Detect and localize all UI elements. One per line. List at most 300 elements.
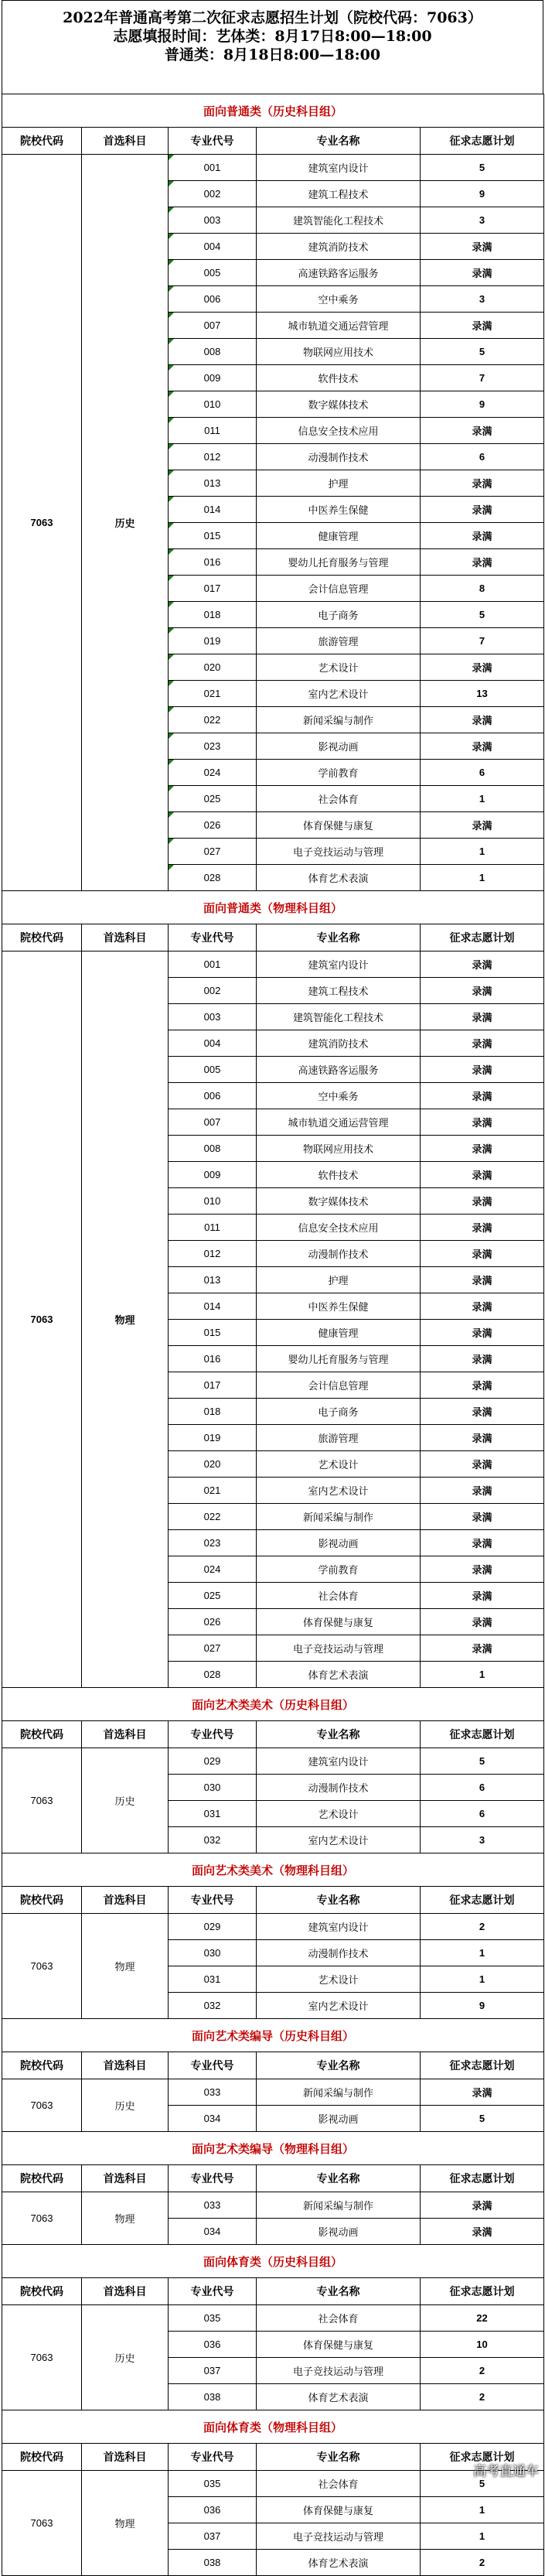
major-code-cell xyxy=(169,2192,257,2219)
major-code-cell xyxy=(169,1136,257,1162)
plan-count-cell: 录满 xyxy=(421,470,544,497)
plan-count-cell: 录满 xyxy=(421,1504,544,1530)
major-code-text: 029 xyxy=(203,1755,221,1767)
plan-count-cell: 录满 xyxy=(421,1372,544,1399)
plan-count-cell: 1 xyxy=(421,839,544,865)
plan-count-cell: 5 xyxy=(421,339,544,365)
major-code-text: 035 xyxy=(203,2312,221,2324)
major-code-cell xyxy=(169,654,257,681)
major-name-cell: 艺术设计 xyxy=(257,1966,421,1993)
plan-count-cell: 录满 xyxy=(421,523,544,549)
major-name-cell: 体育艺术表演 xyxy=(257,865,421,891)
subject-cell: 历史 xyxy=(82,155,169,891)
major-code-text: 028 xyxy=(203,1669,221,1680)
major-code-cell xyxy=(169,523,257,549)
column-header-school: 院校代码 xyxy=(2,2052,82,2079)
major-code-text: 003 xyxy=(203,1011,221,1023)
column-header-major-code: 专业代号 xyxy=(169,924,257,951)
major-name-cell: 电子商务 xyxy=(257,1399,421,1425)
column-header-school: 院校代码 xyxy=(2,924,82,951)
major-code-cell xyxy=(169,1030,257,1057)
cell-comment-marker-icon xyxy=(169,576,174,581)
subject-cell: 历史 xyxy=(82,2305,169,2410)
major-name-cell: 影视动画 xyxy=(257,733,421,760)
major-name-cell: 电子商务 xyxy=(257,602,421,628)
major-code-text: 036 xyxy=(203,2339,221,2350)
column-header-subject: 首选科目 xyxy=(82,2278,169,2305)
plan-count-cell: 录满 xyxy=(421,812,544,839)
cell-comment-marker-icon xyxy=(169,654,174,660)
plan-count-cell: 1 xyxy=(421,1966,544,1993)
plan-count-cell: 9 xyxy=(421,181,544,207)
major-name-cell: 体育保健与康复 xyxy=(257,812,421,839)
major-name-cell: 社会体育 xyxy=(257,2471,421,2497)
major-code-text: 009 xyxy=(203,1169,221,1180)
plan-count-cell: 录满 xyxy=(421,1451,544,1478)
major-name-cell: 城市轨道交通运营管理 xyxy=(257,1109,421,1136)
cell-comment-marker-icon xyxy=(169,733,174,739)
major-code-cell xyxy=(169,576,257,602)
major-code-cell xyxy=(169,1635,257,1662)
major-name-cell: 健康管理 xyxy=(257,523,421,549)
school-code-cell: 7063 xyxy=(2,2192,82,2245)
major-code-cell xyxy=(169,339,257,365)
major-code-cell xyxy=(169,1320,257,1346)
plan-count-cell: 录满 xyxy=(421,1478,544,1504)
plan-count-cell: 录满 xyxy=(421,1004,544,1030)
column-header-plan: 征求志愿计划 xyxy=(421,2444,544,2471)
plan-count-cell: 录满 xyxy=(421,1215,544,1241)
major-code-text: 007 xyxy=(203,1116,221,1128)
major-code-text: 023 xyxy=(203,1537,221,1549)
cell-comment-marker-icon xyxy=(169,602,174,607)
plan-count-cell: 7 xyxy=(421,365,544,391)
cell-comment-marker-icon xyxy=(169,681,174,686)
major-code-text: 015 xyxy=(203,530,221,542)
major-code-cell xyxy=(169,155,257,181)
major-code-cell xyxy=(169,1215,257,1241)
column-header-school: 院校代码 xyxy=(2,128,82,155)
school-code-cell: 7063 xyxy=(2,2305,82,2410)
major-code-text: 036 xyxy=(203,2504,221,2516)
major-code-text: 013 xyxy=(203,1274,221,1286)
major-code-cell xyxy=(169,602,257,628)
major-code-text: 038 xyxy=(203,2391,221,2403)
major-code-cell xyxy=(169,234,257,260)
plan-count-cell: 7 xyxy=(421,628,544,654)
plan-count-cell: 5 xyxy=(421,1748,544,1775)
major-code-cell xyxy=(169,1775,257,1801)
major-code-text: 011 xyxy=(204,425,220,436)
major-name-cell: 电子竞技运动与管理 xyxy=(257,2358,421,2384)
major-code-text: 031 xyxy=(203,1808,221,1819)
major-name-cell: 建筑工程技术 xyxy=(257,978,421,1004)
major-code-cell xyxy=(169,2079,257,2106)
column-header-school: 院校代码 xyxy=(2,2165,82,2192)
cell-comment-marker-icon xyxy=(169,391,174,397)
major-code-cell xyxy=(169,1241,257,1267)
major-code-cell xyxy=(169,1940,257,1966)
major-name-cell: 体育艺术表演 xyxy=(257,2550,421,2576)
plan-count-cell: 录满 xyxy=(421,1030,544,1057)
plan-count-cell: 录满 xyxy=(421,1136,544,1162)
major-name-cell: 中医养生保健 xyxy=(257,1293,421,1320)
cell-comment-marker-icon xyxy=(169,234,174,239)
major-code-cell xyxy=(169,1662,257,1688)
major-code-text: 027 xyxy=(203,1642,221,1654)
major-code-cell xyxy=(169,286,257,313)
column-header-subject: 首选科目 xyxy=(82,1721,169,1748)
plan-count-cell: 录满 xyxy=(421,951,544,978)
major-code-cell xyxy=(169,1057,257,1083)
major-code-text: 008 xyxy=(203,346,221,357)
plan-count-cell: 录满 xyxy=(421,1188,544,1215)
column-header-major-name: 专业名称 xyxy=(257,1721,421,1748)
major-code-text: 032 xyxy=(203,2000,221,2011)
watermark-text: 高考直通车 xyxy=(473,2464,539,2479)
major-name-cell: 室内艺术设计 xyxy=(257,1478,421,1504)
plan-count-cell: 录满 xyxy=(421,260,544,286)
plan-count-cell: 录满 xyxy=(421,313,544,339)
cell-comment-marker-icon xyxy=(169,260,174,265)
major-name-cell: 学前教育 xyxy=(257,1556,421,1583)
major-name-cell: 社会体育 xyxy=(257,2305,421,2332)
plan-count-cell: 录满 xyxy=(421,654,544,681)
major-name-cell: 数字媒体技术 xyxy=(257,391,421,418)
major-code-text: 026 xyxy=(203,1616,221,1628)
major-code-cell xyxy=(169,1993,257,2019)
major-name-cell: 信息安全技术应用 xyxy=(257,1215,421,1241)
major-code-cell xyxy=(169,365,257,391)
major-code-text: 004 xyxy=(203,1037,221,1049)
major-code-cell xyxy=(169,313,257,339)
column-header-school: 院校代码 xyxy=(2,1887,82,1914)
major-code-cell xyxy=(169,951,257,978)
major-name-cell: 动漫制作技术 xyxy=(257,1775,421,1801)
plan-count-cell: 录满 xyxy=(421,1346,544,1372)
major-code-text: 031 xyxy=(203,1973,221,1985)
plan-count-cell: 录满 xyxy=(421,2192,544,2219)
major-code-cell xyxy=(169,2332,257,2358)
major-code-cell xyxy=(169,1609,257,1635)
major-code-text: 024 xyxy=(203,1563,221,1575)
major-code-text: 037 xyxy=(203,2365,221,2376)
major-name-cell: 体育艺术表演 xyxy=(257,1662,421,1688)
plan-count-cell: 录满 xyxy=(421,707,544,733)
column-header-subject: 首选科目 xyxy=(82,128,169,155)
major-name-cell: 动漫制作技术 xyxy=(257,1241,421,1267)
major-code-cell xyxy=(169,260,257,286)
plan-count-cell: 录满 xyxy=(421,2219,544,2245)
major-name-cell: 建筑室内设计 xyxy=(257,1914,421,1940)
plan-count-cell: 录满 xyxy=(421,1267,544,1293)
major-code-cell xyxy=(169,1748,257,1775)
column-header-major-code: 专业代号 xyxy=(169,2052,257,2079)
major-code-cell xyxy=(169,2305,257,2332)
major-code-text: 023 xyxy=(203,740,221,752)
cell-comment-marker-icon xyxy=(169,155,174,160)
column-header-major-name: 专业名称 xyxy=(257,2052,421,2079)
plan-count-cell: 录满 xyxy=(421,1057,544,1083)
major-name-cell: 空中乘务 xyxy=(257,286,421,313)
major-code-text: 030 xyxy=(203,1947,221,1959)
column-header-major-code: 专业代号 xyxy=(169,1721,257,1748)
major-name-cell: 物联网应用技术 xyxy=(257,339,421,365)
major-code-text: 027 xyxy=(203,846,221,857)
cell-comment-marker-icon xyxy=(169,549,174,555)
major-code-text: 013 xyxy=(203,477,221,489)
plan-count-cell: 5 xyxy=(421,602,544,628)
plan-count-cell: 5 xyxy=(421,2106,544,2132)
major-code-text: 010 xyxy=(203,1195,221,1207)
column-header-major-name: 专业名称 xyxy=(257,924,421,951)
major-name-cell: 艺术设计 xyxy=(257,654,421,681)
major-name-cell: 体育保健与康复 xyxy=(257,2332,421,2358)
major-name-cell: 护理 xyxy=(257,470,421,497)
major-name-cell: 建筑工程技术 xyxy=(257,181,421,207)
major-name-cell: 护理 xyxy=(257,1267,421,1293)
plan-count-cell: 2 xyxy=(421,2358,544,2384)
subject-cell: 历史 xyxy=(82,1748,169,1853)
plan-count-cell: 13 xyxy=(421,681,544,707)
major-name-cell: 体育艺术表演 xyxy=(257,2384,421,2410)
major-name-cell: 建筑室内设计 xyxy=(257,1748,421,1775)
plan-count-cell: 1 xyxy=(421,865,544,891)
major-code-text: 021 xyxy=(203,688,221,699)
plan-count-cell: 1 xyxy=(421,2497,544,2523)
major-name-cell: 高速铁路客运服务 xyxy=(257,260,421,286)
subject-cell: 历史 xyxy=(82,2079,169,2132)
plan-count-cell: 录满 xyxy=(421,418,544,444)
major-name-cell: 中医养生保健 xyxy=(257,497,421,523)
major-code-text: 011 xyxy=(204,1221,220,1233)
major-code-text: 005 xyxy=(203,267,221,278)
major-name-cell: 动漫制作技术 xyxy=(257,444,421,470)
major-name-cell: 旅游管理 xyxy=(257,1425,421,1451)
major-code-cell xyxy=(169,1267,257,1293)
column-header-subject: 首选科目 xyxy=(82,2052,169,2079)
major-name-cell: 婴幼儿托育服务与管理 xyxy=(257,549,421,576)
major-name-cell: 室内艺术设计 xyxy=(257,1993,421,2019)
major-code-cell xyxy=(169,865,257,891)
column-header-plan: 征求志愿计划 xyxy=(421,1721,544,1748)
column-header-major-name: 专业名称 xyxy=(257,2278,421,2305)
major-name-cell: 动漫制作技术 xyxy=(257,1940,421,1966)
school-code-cell: 7063 xyxy=(2,1748,82,1853)
major-name-cell: 新闻采编与制作 xyxy=(257,2079,421,2106)
major-code-text: 019 xyxy=(203,635,221,647)
major-name-cell: 建筑消防技术 xyxy=(257,234,421,260)
major-name-cell: 艺术设计 xyxy=(257,1451,421,1478)
subject-cell: 物理 xyxy=(82,951,169,1688)
major-code-text: 010 xyxy=(203,398,221,410)
major-code-text: 037 xyxy=(203,2530,221,2542)
major-code-text: 008 xyxy=(203,1143,221,1154)
cell-comment-marker-icon xyxy=(169,444,174,449)
major-code-cell xyxy=(169,1504,257,1530)
column-header-subject: 首选科目 xyxy=(82,924,169,951)
major-code-text: 033 xyxy=(203,2199,221,2211)
major-code-text: 006 xyxy=(203,293,221,305)
plan-count-cell: 2 xyxy=(421,2384,544,2410)
major-code-text: 017 xyxy=(203,1379,221,1391)
column-header-school: 院校代码 xyxy=(2,1721,82,1748)
major-code-cell xyxy=(169,733,257,760)
major-code-cell xyxy=(169,497,257,523)
major-name-cell: 空中乘务 xyxy=(257,1083,421,1109)
application-time-art: 志愿填报时间：艺体类：8月17日8:00—18:00 xyxy=(113,28,432,45)
major-code-text: 038 xyxy=(203,2557,221,2568)
plan-count-cell: 3 xyxy=(421,1827,544,1853)
plan-table xyxy=(2,94,544,2576)
major-code-text: 014 xyxy=(203,1300,221,1312)
major-code-text: 030 xyxy=(203,1782,221,1793)
major-name-cell: 室内艺术设计 xyxy=(257,681,421,707)
column-header-major-name: 专业名称 xyxy=(257,1887,421,1914)
cell-comment-marker-icon xyxy=(169,207,174,213)
cell-comment-marker-icon xyxy=(169,470,174,476)
major-code-text: 012 xyxy=(203,451,221,463)
column-header-subject: 首选科目 xyxy=(82,2444,169,2471)
major-code-text: 020 xyxy=(203,1458,221,1470)
column-header-major-code: 专业代号 xyxy=(169,2444,257,2471)
column-header-major-name: 专业名称 xyxy=(257,2165,421,2192)
plan-count-cell: 录满 xyxy=(421,1425,544,1451)
plan-count-cell: 1 xyxy=(421,1662,544,1688)
major-code-cell xyxy=(169,681,257,707)
major-code-cell xyxy=(169,2358,257,2384)
cell-comment-marker-icon xyxy=(169,339,174,344)
major-code-text: 005 xyxy=(203,1064,221,1075)
major-name-cell: 城市轨道交通运营管理 xyxy=(257,313,421,339)
major-name-cell: 信息安全技术应用 xyxy=(257,418,421,444)
major-code-cell xyxy=(169,1188,257,1215)
major-name-cell: 社会体育 xyxy=(257,1583,421,1609)
major-name-cell: 数字媒体技术 xyxy=(257,1188,421,1215)
major-code-text: 018 xyxy=(203,609,221,620)
plan-count-cell: 9 xyxy=(421,1993,544,2019)
major-code-cell xyxy=(169,760,257,786)
major-name-cell: 建筑室内设计 xyxy=(257,951,421,978)
cell-comment-marker-icon xyxy=(169,286,174,292)
major-code-cell xyxy=(169,1478,257,1504)
school-code-cell: 7063 xyxy=(2,2079,82,2132)
cell-comment-marker-icon xyxy=(169,760,174,765)
major-code-cell xyxy=(169,1372,257,1399)
cell-comment-marker-icon xyxy=(169,418,174,423)
subject-cell: 物理 xyxy=(82,2192,169,2245)
cell-comment-marker-icon xyxy=(169,313,174,318)
major-name-cell: 新闻采编与制作 xyxy=(257,707,421,733)
column-header-major-code: 专业代号 xyxy=(169,2165,257,2192)
major-code-cell xyxy=(169,1109,257,1136)
major-code-cell xyxy=(169,549,257,576)
major-name-cell: 建筑室内设计 xyxy=(257,155,421,181)
major-code-cell xyxy=(169,628,257,654)
major-name-cell: 体育保健与康复 xyxy=(257,1609,421,1635)
subject-cell: 物理 xyxy=(82,1914,169,2019)
plan-count-cell: 录满 xyxy=(421,1162,544,1188)
major-code-cell xyxy=(169,1914,257,1940)
major-code-cell xyxy=(169,1346,257,1372)
major-name-cell: 旅游管理 xyxy=(257,628,421,654)
table-row xyxy=(2,1914,544,1940)
section-title: 面向艺术类编导（物理科目组） xyxy=(2,2132,544,2165)
major-code-text: 025 xyxy=(203,1590,221,1601)
major-code-text: 029 xyxy=(203,1921,221,1932)
major-name-cell: 高速铁路客运服务 xyxy=(257,1057,421,1083)
major-name-cell: 会计信息管理 xyxy=(257,1372,421,1399)
plan-count-cell: 录满 xyxy=(421,1399,544,1425)
major-name-cell: 电子竞技运动与管理 xyxy=(257,839,421,865)
cell-comment-marker-icon xyxy=(169,628,174,634)
major-code-cell xyxy=(169,2523,257,2550)
major-code-cell xyxy=(169,391,257,418)
major-code-cell xyxy=(169,2497,257,2523)
major-name-cell: 学前教育 xyxy=(257,760,421,786)
plan-count-cell: 录满 xyxy=(421,234,544,260)
column-header-major-code: 专业代号 xyxy=(169,1887,257,1914)
major-name-cell: 影视动画 xyxy=(257,2106,421,2132)
plan-count-cell: 录满 xyxy=(421,1609,544,1635)
column-header-subject: 首选科目 xyxy=(82,1887,169,1914)
major-code-text: 016 xyxy=(203,556,221,568)
cell-comment-marker-icon xyxy=(169,786,174,791)
major-code-text: 035 xyxy=(203,2478,221,2489)
document-header xyxy=(2,0,543,94)
major-code-text: 020 xyxy=(203,661,221,673)
major-code-text: 003 xyxy=(203,214,221,226)
major-code-cell xyxy=(169,1451,257,1478)
document-title: 2022年普通高考第二次征求志愿招生计划（院校代码：7063） xyxy=(63,9,482,26)
plan-count-cell: 10 xyxy=(421,2332,544,2358)
plan-count-cell: 3 xyxy=(421,207,544,234)
column-header-plan: 征求志愿计划 xyxy=(421,2052,544,2079)
table-row xyxy=(2,2305,544,2332)
cell-comment-marker-icon xyxy=(169,497,174,502)
major-name-cell: 新闻采编与制作 xyxy=(257,2192,421,2219)
section-title: 面向普通类（历史科目组） xyxy=(2,94,544,128)
cell-comment-marker-icon xyxy=(169,812,174,818)
major-code-cell xyxy=(169,1827,257,1853)
plan-count-cell: 录满 xyxy=(421,1083,544,1109)
major-code-text: 016 xyxy=(203,1353,221,1365)
plan-count-cell: 6 xyxy=(421,1775,544,1801)
major-name-cell: 婴幼儿托育服务与管理 xyxy=(257,1346,421,1372)
major-code-text: 006 xyxy=(203,1090,221,1102)
major-code-cell xyxy=(169,1530,257,1556)
plan-count-cell: 1 xyxy=(421,1940,544,1966)
major-code-text: 026 xyxy=(203,819,221,831)
major-code-text: 007 xyxy=(203,319,221,331)
section-title: 面向艺术类编导（历史科目组） xyxy=(2,2019,544,2052)
plan-count-cell: 5 xyxy=(421,155,544,181)
major-code-cell xyxy=(169,207,257,234)
major-code-text: 002 xyxy=(203,985,221,996)
plan-count-cell: 8 xyxy=(421,576,544,602)
plan-count-cell: 录满 xyxy=(421,2079,544,2106)
major-code-cell xyxy=(169,418,257,444)
column-header-plan: 征求志愿计划 xyxy=(421,2278,544,2305)
major-name-cell: 社会体育 xyxy=(257,786,421,812)
major-code-cell xyxy=(169,2550,257,2576)
major-code-text: 001 xyxy=(203,162,221,173)
application-time-general: 普通类：8月18日8:00—18:00 xyxy=(164,46,381,63)
major-code-text: 034 xyxy=(203,2113,221,2124)
column-header-plan: 征求志愿计划 xyxy=(421,128,544,155)
major-code-cell xyxy=(169,2106,257,2132)
plan-count-cell: 5 xyxy=(421,2471,544,2497)
